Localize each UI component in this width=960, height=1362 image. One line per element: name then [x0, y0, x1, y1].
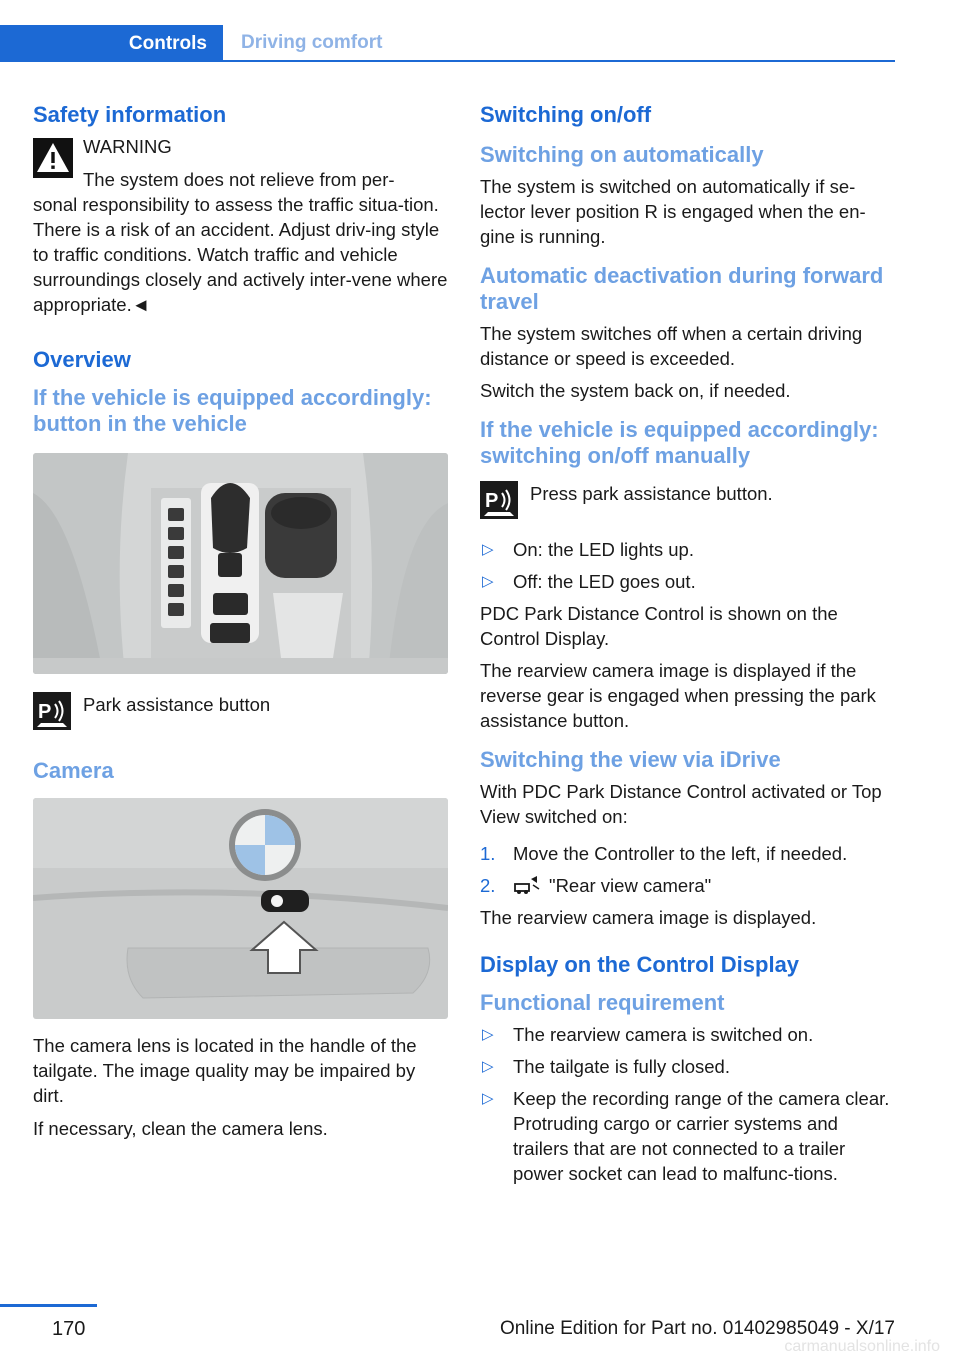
display-title: Display on the Control Display	[480, 952, 800, 977]
led-list	[480, 537, 895, 594]
overview-title: Overview	[33, 347, 131, 372]
list-item: ▷ Keep the recording range of the camera clear. Protruding cargo or carrier systems and trailers that are not connected to a trailer power socket can lead to malfunc-tions.	[482, 1088, 890, 1184]
camera-clean: If necessary, clean the camera lens.	[33, 1118, 328, 1139]
header-rule	[0, 60, 895, 62]
safety-title: Safety information	[33, 102, 227, 127]
edition-text: Online Edition for Part no. 01402985049 - X/17	[499, 1318, 895, 1339]
caption-button: Park assistance button	[83, 694, 271, 715]
press-button-text: Press park assistance button.	[530, 483, 773, 504]
triangle-bullet-icon: ▷	[482, 573, 494, 590]
triangle-bullet-icon: ▷	[482, 1090, 494, 1107]
manual-heading: If the vehicle is equipped accordingly: switching on/off manually	[480, 417, 879, 468]
auto-off-heading: Automatic deactivation during forward travel	[480, 263, 884, 314]
idrive-heading: Switching the view via iDrive	[480, 747, 781, 772]
idrive-text: With PDC Park Distance Control activated or Top View switched on:	[480, 781, 882, 827]
auto-on-heading: Switching on automatically	[480, 142, 764, 167]
camera-title: Camera	[33, 758, 114, 783]
park-assistance-icon	[33, 692, 71, 730]
tab-driving-comfort[interactable]: Driving comfort	[241, 31, 383, 53]
rear-view-camera-icon	[513, 875, 541, 895]
camera-text: The camera lens is located in the handle of the tailgate. The image quality may be impaired by dirt.	[33, 1035, 417, 1106]
svg-text:P: P	[38, 701, 52, 723]
func-req-heading: Functional requirement	[480, 990, 725, 1015]
triangle-bullet-icon: ▷	[482, 541, 494, 558]
left-column	[33, 100, 448, 1141]
triangle-bullet-icon: ▷	[482, 1058, 494, 1075]
park-assistance-icon	[480, 481, 518, 519]
page-number: 170	[52, 1318, 86, 1340]
tab-controls[interactable]: Controls	[0, 25, 223, 62]
warning-block	[33, 134, 448, 317]
svg-text:P: P	[485, 490, 499, 512]
watermark: carmanualsonline.info	[784, 1338, 940, 1355]
rearview-text: The rearview camera image is displayed if the reverse gear is engaged when pressing the park assistance button.	[480, 660, 876, 731]
press-button-row	[480, 481, 895, 521]
header-tabs	[0, 25, 895, 62]
warning-text: sonal responsibility to assess the traffic situa-tion. There is a risk of an accident. Adjust driv-ing style to traffic conditions. Watch traffic and vehicle surroundings closely and actively inter-vene where appropriate.◄	[33, 194, 448, 315]
warning-triangle-icon	[33, 138, 73, 178]
list-item: ▷ On: the LED lights up.	[482, 539, 694, 560]
auto-on-text: The system is switched on automatically if se-lector lever position R is engaged when the en-gine is running.	[480, 176, 866, 247]
tailgate-camera-photo	[33, 798, 448, 1019]
park-assist-caption	[33, 692, 448, 732]
switch-back-text: Switch the system back on, if needed.	[480, 380, 791, 401]
list-item: ▷ Off: the LED goes out.	[482, 571, 696, 592]
image-displayed-text: The rearview camera image is displayed.	[480, 907, 817, 928]
pdc-shown-text: PDC Park Distance Control is shown on the Control Display.	[480, 603, 838, 649]
list-item: 1. Move the Controller to the left, if needed.	[480, 843, 848, 864]
auto-off-text: The system switches off when a certain driving distance or speed is exceeded.	[480, 323, 863, 369]
list-item: ▷ The tailgate is fully closed.	[482, 1056, 730, 1077]
footer-rule	[0, 1304, 97, 1307]
warning-text-first: The system does not relieve from per-	[83, 169, 395, 190]
list-item: 2. "Rear view camera"	[480, 875, 712, 896]
switch-title: Switching on/off	[480, 102, 652, 127]
center-console-photo	[33, 453, 448, 674]
warning-label: WARNING	[83, 136, 172, 157]
requirements-list	[480, 1022, 895, 1186]
triangle-bullet-icon: ▷	[482, 1026, 494, 1043]
steps-list	[480, 841, 895, 898]
right-column	[480, 100, 895, 1193]
list-item: ▷ The rearview camera is switched on.	[482, 1024, 814, 1045]
equipped-heading: If the vehicle is equipped accordingly: button in the vehicle	[33, 385, 432, 436]
